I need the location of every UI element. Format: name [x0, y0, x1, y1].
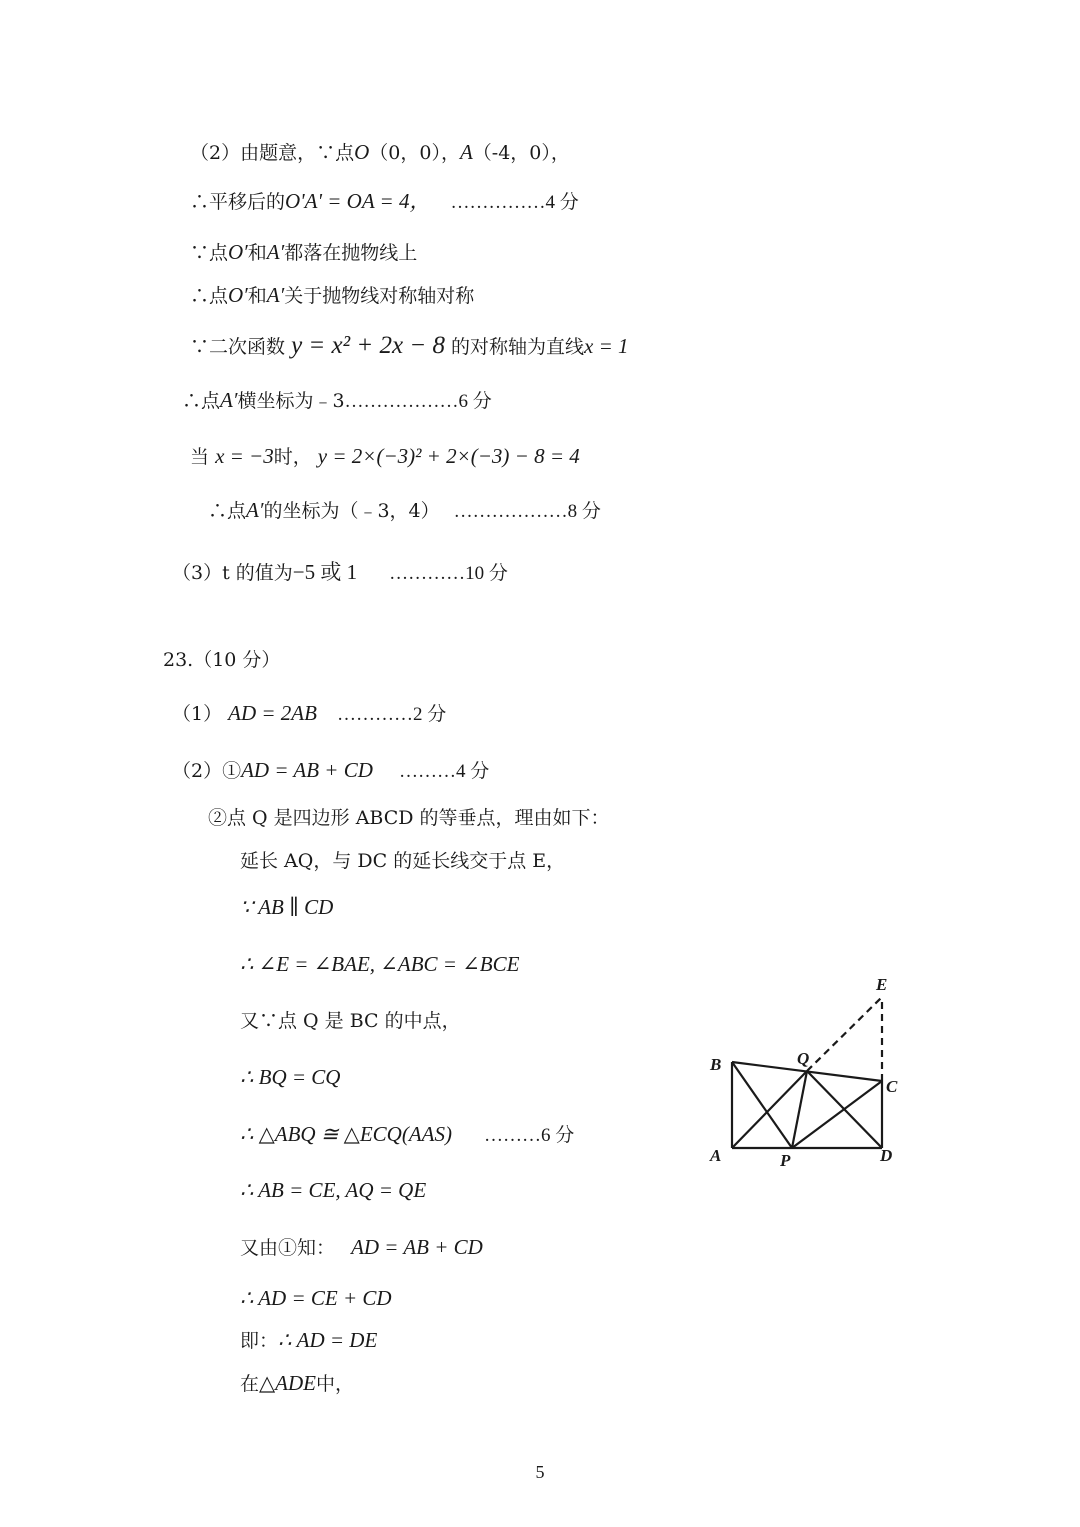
label-d: D — [880, 1146, 893, 1165]
segment-qe-dashed — [807, 997, 882, 1071]
geometry-figure — [700, 970, 920, 1175]
q23-step5: ∴ BQ = CQ — [240, 1065, 341, 1089]
part2-line6: ∴点A′横坐标为﹣3………………6 分 — [182, 388, 492, 412]
page-number: 5 — [535, 1462, 545, 1482]
label-b: B — [710, 1055, 722, 1074]
label-p: P — [780, 1151, 791, 1170]
part2-line8: ∴点A′的坐标为（﹣3，4） ………………8 分 — [208, 498, 601, 522]
part2-line4: ∴点O′和A′关于抛物线对称轴对称 — [190, 283, 475, 307]
score-4b: ………4 分 — [398, 761, 490, 782]
segment-pc — [792, 1081, 882, 1148]
label-c: C — [886, 1077, 898, 1096]
part2-line7: 当 x = −3时， y = 2×(−3)² + 2×(−3) − 8 = 4 — [190, 444, 580, 468]
segment-aq — [732, 1071, 807, 1148]
part3-line: （3）t 的值为−5 或 1 …………10 分 — [172, 560, 508, 584]
q23-step9: ∴ AD = CE + CD — [240, 1286, 392, 1310]
q23-step11: 在△ADE中， — [240, 1371, 355, 1395]
q23-heading: 23.（10 分） — [163, 649, 281, 671]
q23-step7: ∴ AB = CE, AQ = QE — [240, 1178, 427, 1202]
q23-part1: （1） AD = 2AB …………2 分 — [172, 701, 447, 725]
label-a: A — [710, 1146, 722, 1165]
q23-step3: ∴ ∠E = ∠BAE, ∠ABC = ∠BCE — [240, 952, 520, 976]
q23-step8: 又由①知： AD = AB + CD — [240, 1235, 483, 1259]
score-6: ………………6 分 — [344, 391, 492, 412]
part2-line2: ∴平移后的O'A' = OA = 4， ……………4 分 — [190, 189, 579, 213]
q23-part2: （2）①AD = AB + CD ………4 分 — [172, 758, 490, 782]
label-q: Q — [797, 1049, 810, 1068]
score-2: …………2 分 — [337, 704, 447, 725]
q23-step6: ∴ △ABQ ≅ △ECQ(AAS) ………6 分 — [240, 1122, 575, 1146]
score-6b: ………6 分 — [484, 1125, 575, 1146]
part2-line3: ∵点O′和A′都落在抛物线上 — [190, 240, 418, 264]
q23-step2: ∵ AB ∥ CD — [240, 895, 334, 919]
q23-step4: 又∵点 Q 是 BC 的中点， — [240, 1010, 461, 1032]
label-e: E — [876, 975, 888, 994]
score-4: ……………4 分 — [450, 192, 579, 213]
score-10: …………10 分 — [389, 563, 508, 584]
segment-bp — [732, 1062, 792, 1148]
part2-line5: ∵二次函数 y = x² + 2x − 8 的对称轴为直线x = 1 — [190, 332, 629, 359]
score-8: ………………8 分 — [453, 501, 601, 522]
q23-step1: 延长 AQ，与 DC 的延长线交于点 E， — [240, 850, 566, 872]
part2-line1: （2）由题意，∵点O（0，0），A（-4，0）， — [190, 140, 570, 164]
q23-step10: 即：∴ AD = DE — [240, 1328, 378, 1352]
q23-part2-sub2: ②点 Q 是四边形 ABCD 的等垂点，理由如下： — [208, 807, 610, 829]
